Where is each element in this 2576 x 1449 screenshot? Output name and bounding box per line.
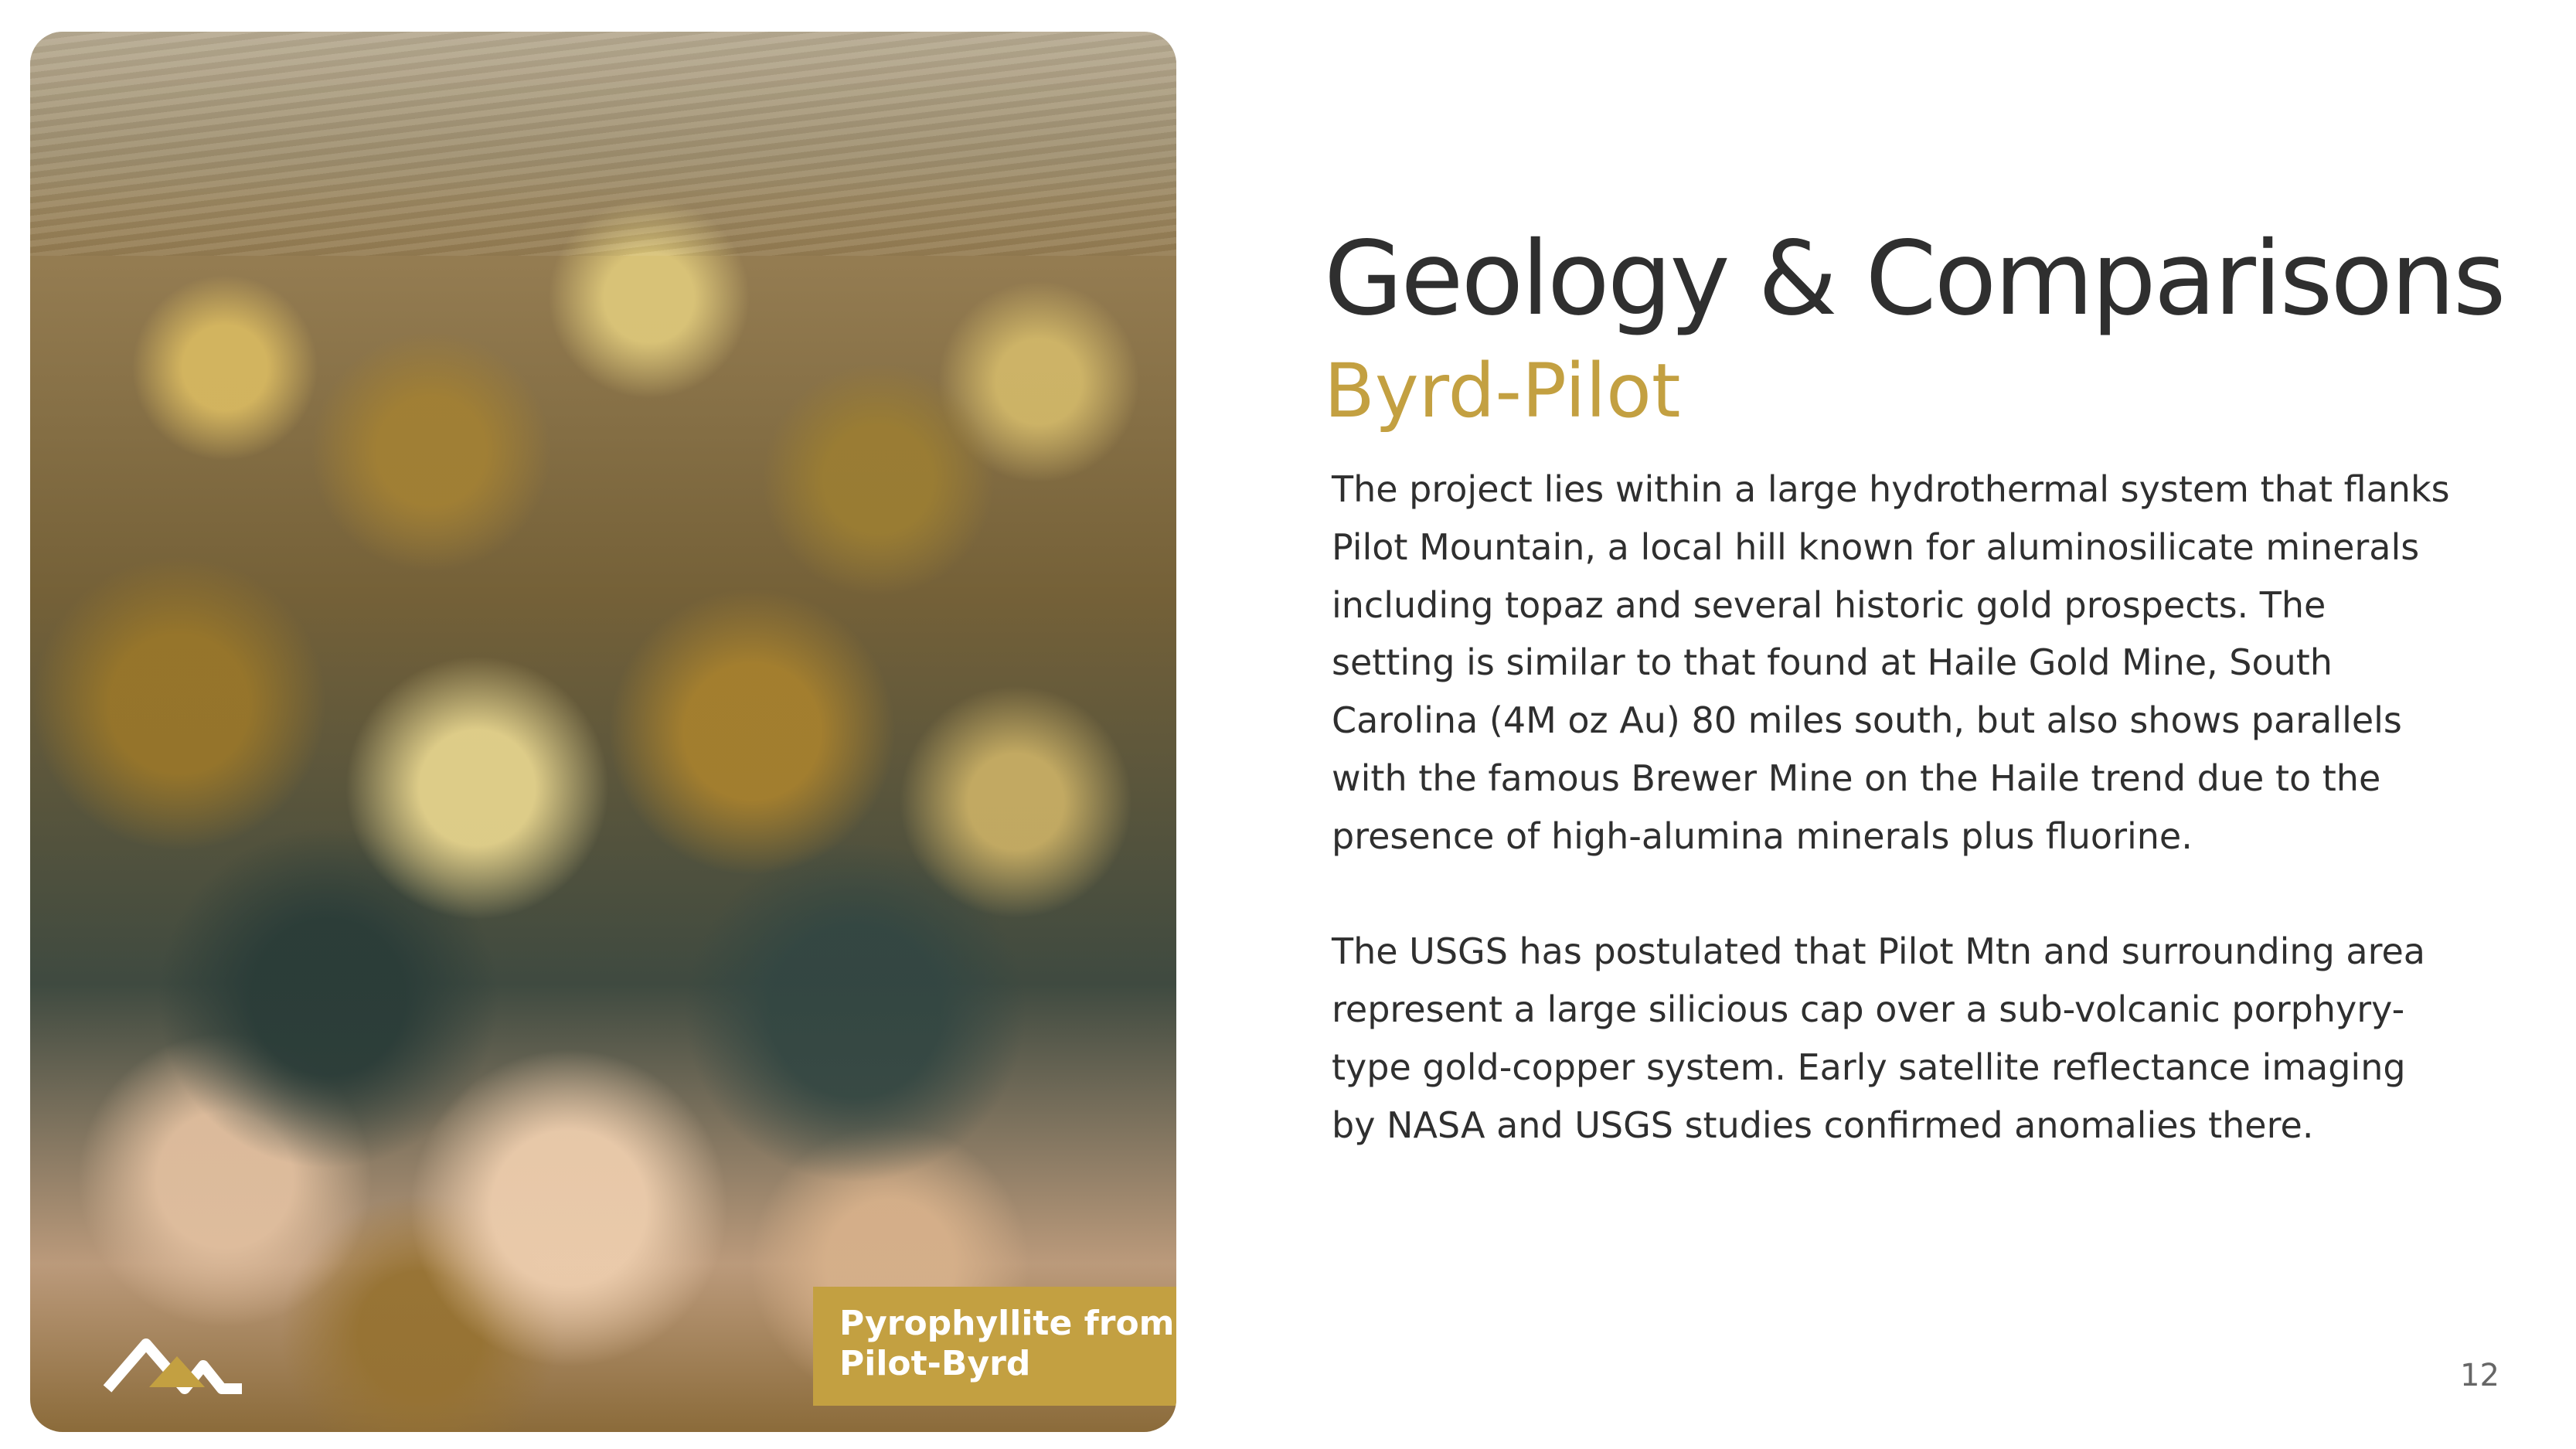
photo-caption [813,1287,1176,1406]
text-line: The USGS has postulated that Pilot Mtn and surrounding area [1332,930,2425,973]
body-text [1332,461,2450,1155]
text-line: The project lies within a large hydrothermal system that flanks [1332,468,2450,510]
text-line: presence of high-alumina minerals plus fluorine. [1332,815,2193,857]
text-line: including topaz and several historic gold prospects. The [1332,583,2326,626]
text-line: represent a large silicious cap over a sub-volcanic porphyry- [1332,988,2405,1031]
page-number: 12 [2460,1358,2499,1393]
caption-line-1: Pyrophyllite from [839,1304,1175,1343]
text-line: type gold-copper system. Early satellite reflectance imaging [1332,1046,2406,1088]
text-line: setting is similar to that found at Haile Gold Mine, South [1332,641,2333,684]
page-title: Geology & Comparisons [1324,219,2504,338]
text-line: Pilot Mountain, a local hill known for aluminosilicate minerals [1332,526,2420,568]
caption-line-2: Pilot-Byrd [839,1344,1031,1383]
text-line: with the famous Brewer Mine on the Haile trend due to the [1332,757,2381,799]
text-line: by NASA and USGS studies confirmed anomalies there. [1332,1104,2314,1146]
text-line: Carolina (4M oz Au) 80 miles south, but also shows parallels [1332,699,2402,742]
mineral-photo [30,32,1176,1432]
paragraph-2 [1332,923,2429,1154]
wood-background [30,32,1176,256]
paragraph-1 [1332,461,2450,866]
subtitle: Byrd-Pilot [1324,348,1681,434]
mountain-logo-icon [101,1321,248,1398]
